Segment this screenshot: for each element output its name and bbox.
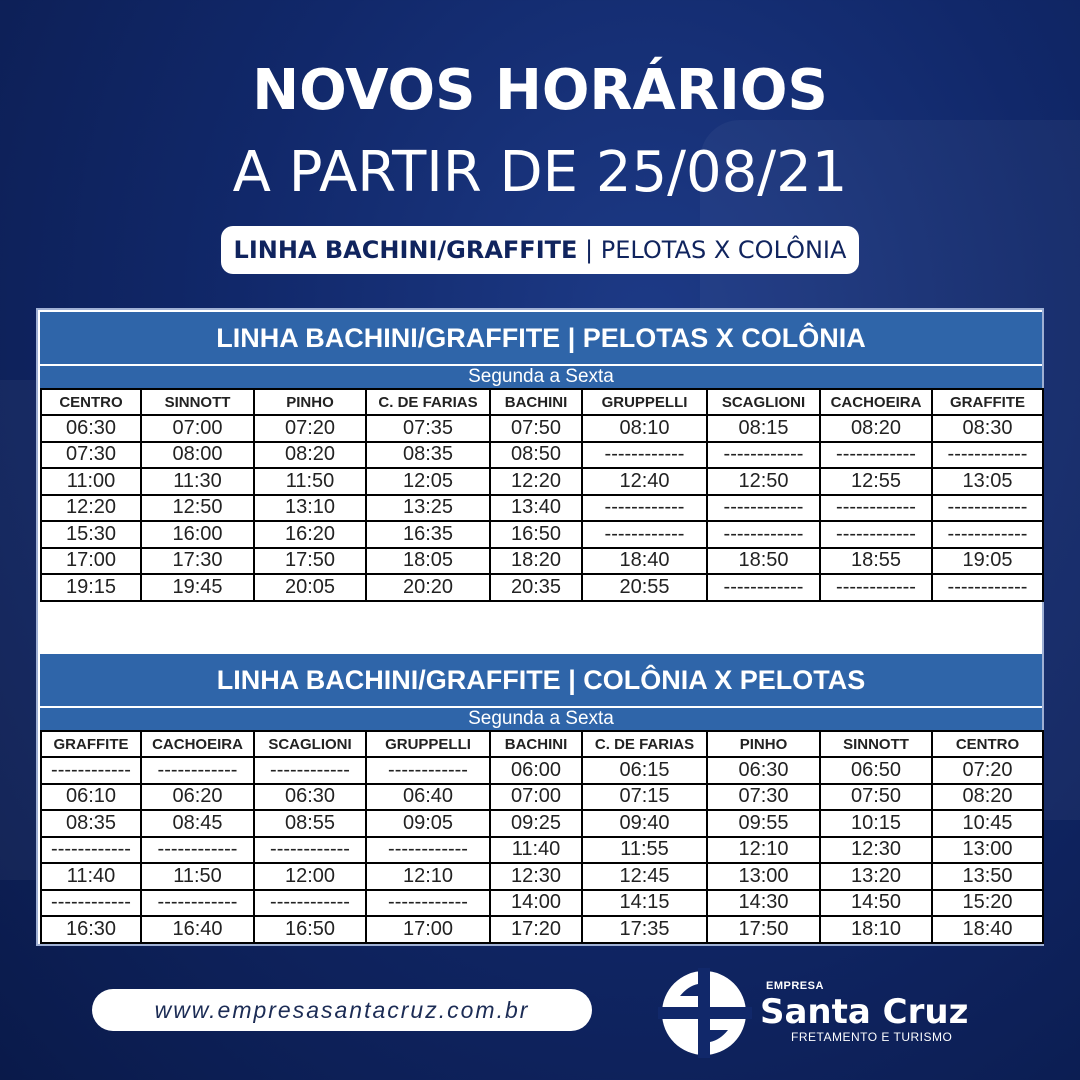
time-cell: ------------ [41,757,141,784]
time-cell: 12:40 [582,468,707,495]
time-cell: 17:50 [707,916,820,943]
time-cell: 06:30 [707,757,820,784]
time-cell: 14:00 [490,890,582,917]
time-cell: 07:20 [932,757,1043,784]
time-cell: 14:15 [582,890,707,917]
time-cell: 07:30 [41,442,141,469]
santa-cruz-cross-icon [658,968,752,1058]
column-header: SCAGLIONI [707,389,820,415]
time-cell: 11:00 [41,468,141,495]
time-cell: 08:20 [820,415,932,442]
time-cell: ------------ [582,442,707,469]
time-cell: 11:55 [582,837,707,864]
column-header: CACHOEIRA [820,389,932,415]
table-row [41,784,1043,811]
table-row [41,521,1043,548]
time-cell: 12:50 [707,468,820,495]
time-cell: 12:10 [707,837,820,864]
time-cell: 08:35 [41,810,141,837]
time-cell: 06:10 [41,784,141,811]
schedule-panel [36,308,1044,946]
time-cell: 18:40 [582,548,707,575]
time-cell: ------------ [582,495,707,522]
time-cell: 17:35 [582,916,707,943]
time-cell: 08:10 [582,415,707,442]
column-header: BACHINI [490,731,582,757]
time-cell: 15:30 [41,521,141,548]
time-cell: 13:05 [932,468,1043,495]
time-cell: 08:45 [141,810,254,837]
time-cell: 16:40 [141,916,254,943]
time-cell: 12:45 [582,863,707,890]
time-cell: 13:40 [490,495,582,522]
time-cell: 07:00 [141,415,254,442]
table-days: Segunda a Sexta [40,364,1042,388]
time-cell: 16:35 [366,521,490,548]
time-cell: ------------ [254,890,366,917]
time-cell: 08:30 [932,415,1043,442]
time-cell: 11:30 [141,468,254,495]
time-cell: ------------ [820,574,932,601]
time-cell: ------------ [707,442,820,469]
time-cell: 18:40 [932,916,1043,943]
time-cell: ------------ [820,495,932,522]
time-cell: ------------ [932,521,1043,548]
time-cell: 13:00 [932,837,1043,864]
time-cell: 06:40 [366,784,490,811]
time-cell: 07:15 [582,784,707,811]
page-title: NOVOS HORÁRIOS [252,58,828,123]
time-cell: 09:40 [582,810,707,837]
table-row [41,810,1043,837]
time-cell: 08:00 [141,442,254,469]
time-cell: 08:20 [932,784,1043,811]
time-cell: 07:20 [254,415,366,442]
time-cell: 13:00 [707,863,820,890]
table-row [41,890,1043,917]
column-header: GRAFFITE [41,731,141,757]
time-cell: 12:50 [141,495,254,522]
time-cell: 06:30 [254,784,366,811]
time-cell: 09:25 [490,810,582,837]
time-cell: 08:50 [490,442,582,469]
time-cell: 20:05 [254,574,366,601]
column-header: SINNOTT [820,731,932,757]
time-cell: 08:35 [366,442,490,469]
time-cell: 20:35 [490,574,582,601]
table-row [41,495,1043,522]
time-cell: ------------ [932,495,1043,522]
time-cell: ------------ [41,837,141,864]
time-cell: 17:30 [141,548,254,575]
table-header-row [41,731,1043,757]
time-cell: 12:30 [820,837,932,864]
time-cell: ------------ [707,521,820,548]
line-label-route: | PELOTAS X COLÔNIA [577,236,847,264]
schedule-table-outbound [40,312,1042,602]
time-cell: 09:55 [707,810,820,837]
time-cell: 08:20 [254,442,366,469]
time-cell: 18:20 [490,548,582,575]
time-cell: ------------ [932,442,1043,469]
line-label-bold: LINHA BACHINI/GRAFFITE [233,236,578,264]
time-cell: 17:00 [366,916,490,943]
column-header: SINNOTT [141,389,254,415]
time-cell: ------------ [41,890,141,917]
schedule-table-return [40,654,1042,944]
table-row [41,574,1043,601]
time-cell: 11:50 [141,863,254,890]
time-cell: 10:45 [932,810,1043,837]
column-header: GRAFFITE [932,389,1043,415]
time-cell: 09:05 [366,810,490,837]
table-row [41,837,1043,864]
time-cell: 06:00 [490,757,582,784]
time-cell: 06:15 [582,757,707,784]
time-cell: 14:30 [707,890,820,917]
logo-company-word: EMPRESA [766,980,824,992]
website-link[interactable]: www.empresasantacruz.com.br [92,989,592,1031]
time-cell: ------------ [582,521,707,548]
time-cell: 12:00 [254,863,366,890]
time-cell: 08:15 [707,415,820,442]
time-cell: 15:20 [932,890,1043,917]
time-cell: 07:50 [490,415,582,442]
time-cell: 06:50 [820,757,932,784]
time-cell: ------------ [707,495,820,522]
time-cell: ------------ [932,574,1043,601]
page-subtitle: A PARTIR DE 25/08/21 [232,140,848,205]
time-cell: 17:20 [490,916,582,943]
column-header: GRUPPELLI [582,389,707,415]
time-cell: 13:25 [366,495,490,522]
time-cell: 07:50 [820,784,932,811]
time-cell: ------------ [254,757,366,784]
time-cell: ------------ [254,837,366,864]
time-cell: 19:05 [932,548,1043,575]
time-cell: ------------ [820,442,932,469]
time-cell: 17:50 [254,548,366,575]
time-cell: 07:35 [366,415,490,442]
table-row [41,442,1043,469]
table-row [41,757,1043,784]
time-cell: 12:20 [41,495,141,522]
column-header: CENTRO [41,389,141,415]
time-cell: ------------ [141,757,254,784]
table-row [41,863,1043,890]
time-cell: 11:40 [41,863,141,890]
time-cell: ------------ [141,890,254,917]
time-cell: 16:50 [254,916,366,943]
time-cell: 18:55 [820,548,932,575]
table-days: Segunda a Sexta [40,706,1042,730]
table-header-row [41,389,1043,415]
time-cell: 16:30 [41,916,141,943]
time-cell: 12:30 [490,863,582,890]
time-cell: 11:40 [490,837,582,864]
logo-tagline: FRETAMENTO E TURISMO [791,1030,953,1044]
time-cell: 12:05 [366,468,490,495]
company-logo [658,968,978,1058]
time-cell: 06:20 [141,784,254,811]
time-cell: 16:00 [141,521,254,548]
line-label-pill [221,226,859,274]
table-row [41,415,1043,442]
table-title: LINHA BACHINI/GRAFFITE | PELOTAS X COLÔNIA [40,312,1042,364]
time-cell: 18:05 [366,548,490,575]
time-cell: 16:50 [490,521,582,548]
time-cell: 14:50 [820,890,932,917]
time-cell: 13:10 [254,495,366,522]
time-cell: 12:20 [490,468,582,495]
time-cell: 12:10 [366,863,490,890]
time-cell: 11:50 [254,468,366,495]
table-row [41,916,1043,943]
time-cell: 06:30 [41,415,141,442]
time-cell: 20:20 [366,574,490,601]
time-cell: 18:50 [707,548,820,575]
time-cell: 08:55 [254,810,366,837]
time-cell: 10:15 [820,810,932,837]
time-cell: 19:15 [41,574,141,601]
column-header: CENTRO [932,731,1043,757]
logo-name: Santa Cruz [760,992,969,1032]
column-header: PINHO [707,731,820,757]
time-cell: 07:00 [490,784,582,811]
column-header: C. DE FARIAS [366,389,490,415]
time-cell: 16:20 [254,521,366,548]
time-cell: ------------ [141,837,254,864]
time-cell: 13:50 [932,863,1043,890]
time-cell: 17:00 [41,548,141,575]
time-cell: 07:30 [707,784,820,811]
column-header: BACHINI [490,389,582,415]
time-cell: ------------ [707,574,820,601]
time-cell: 12:55 [820,468,932,495]
table-row [41,468,1043,495]
column-header: SCAGLIONI [254,731,366,757]
table-row [41,548,1043,575]
time-cell: ------------ [366,890,490,917]
column-header: PINHO [254,389,366,415]
time-cell: ------------ [366,757,490,784]
column-header: CACHOEIRA [141,731,254,757]
column-header: C. DE FARIAS [582,731,707,757]
table-title: LINHA BACHINI/GRAFFITE | COLÔNIA X PELOTAS [40,654,1042,706]
time-cell: ------------ [820,521,932,548]
time-cell: 18:10 [820,916,932,943]
time-cell: ------------ [366,837,490,864]
time-cell: 19:45 [141,574,254,601]
column-header: GRUPPELLI [366,731,490,757]
time-cell: 20:55 [582,574,707,601]
time-cell: 13:20 [820,863,932,890]
